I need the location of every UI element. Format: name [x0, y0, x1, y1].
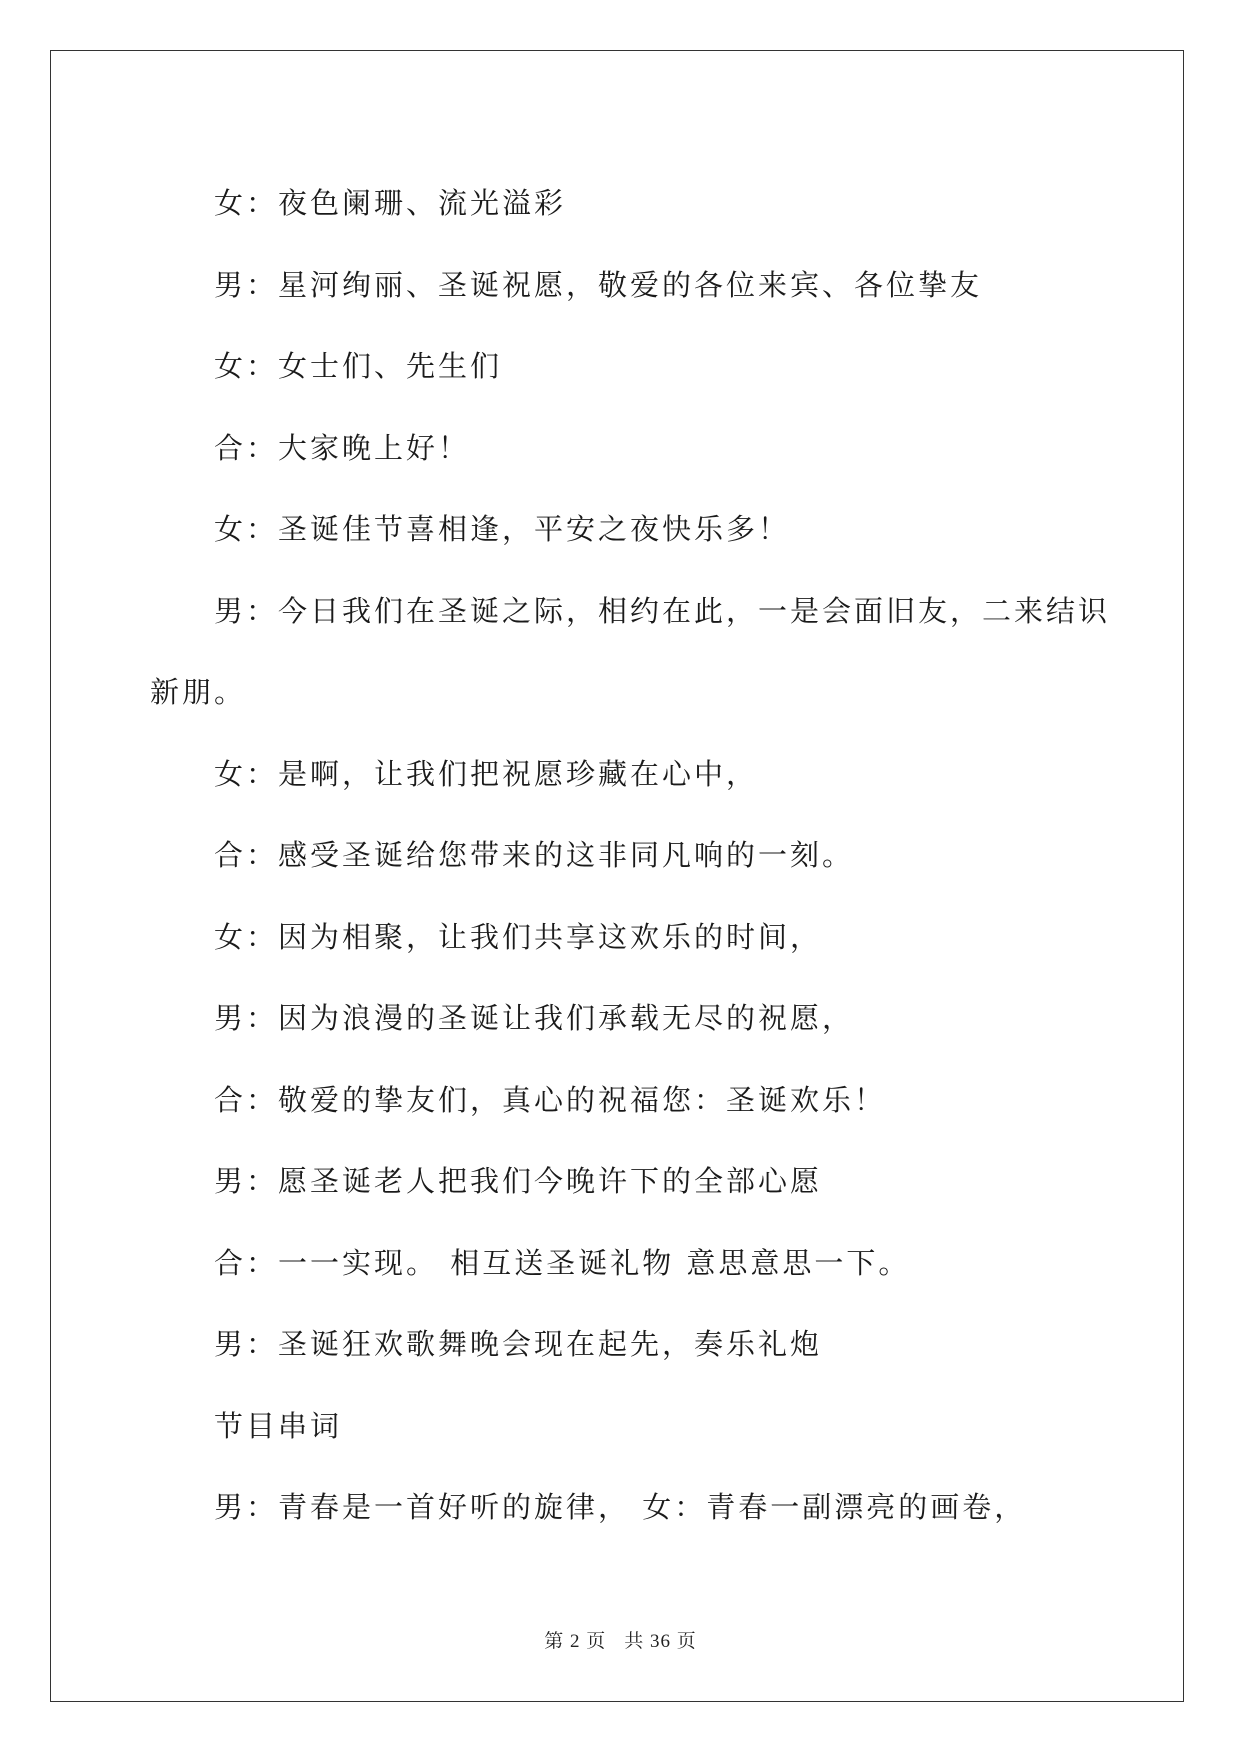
- paragraph: 女：因为相聚，让我们共享这欢乐的时间，: [214, 919, 823, 954]
- paragraph: 合：一一实现。 相互送圣诞礼物 意思意思一下。: [214, 1245, 911, 1280]
- paragraph: 女：夜色阑珊、流光溢彩: [214, 186, 567, 220]
- page-total: 共 36 页: [624, 1631, 697, 1652]
- paragraph-continuation: 新朋。: [150, 675, 247, 709]
- paragraph: 男：星河绚丽、圣诞祝愿，敬爱的各位来宾、各位挚友: [214, 267, 983, 302]
- paragraph: 合：敬爱的挚友们，真心的祝福您：圣诞欢乐！: [214, 1082, 887, 1117]
- page-footer: [0, 1626, 1241, 1653]
- paragraph: 男：今日我们在圣诞之际，相约在此，一是会面旧友，二来结识: [214, 593, 1111, 628]
- paragraph: 男：圣诞狂欢歌舞晚会现在起先，奏乐礼炮: [214, 1327, 823, 1361]
- paragraph: 合：大家晚上好！: [214, 430, 471, 465]
- paragraph: 女：是啊，让我们把祝愿珍藏在心中，: [214, 756, 759, 791]
- section-heading: 节目串词: [214, 1408, 343, 1443]
- page-number: 第 2 页: [544, 1631, 607, 1652]
- paragraph: 男：青春是一首好听的旋律， 女：青春一副漂亮的画卷，: [214, 1490, 1027, 1524]
- paragraph: 女：女士们、先生们: [214, 349, 503, 383]
- document-body: [150, 163, 1111, 1549]
- paragraph: 男：因为浪漫的圣诞让我们承载无尽的祝愿，: [214, 1001, 855, 1035]
- paragraph: 合：感受圣诞给您带来的这非同凡响的一刻。: [214, 838, 855, 872]
- paragraph: 男：愿圣诞老人把我们今晚许下的全部心愿: [214, 1164, 823, 1198]
- paragraph: 女：圣诞佳节喜相逢，平安之夜快乐多！: [214, 512, 791, 546]
